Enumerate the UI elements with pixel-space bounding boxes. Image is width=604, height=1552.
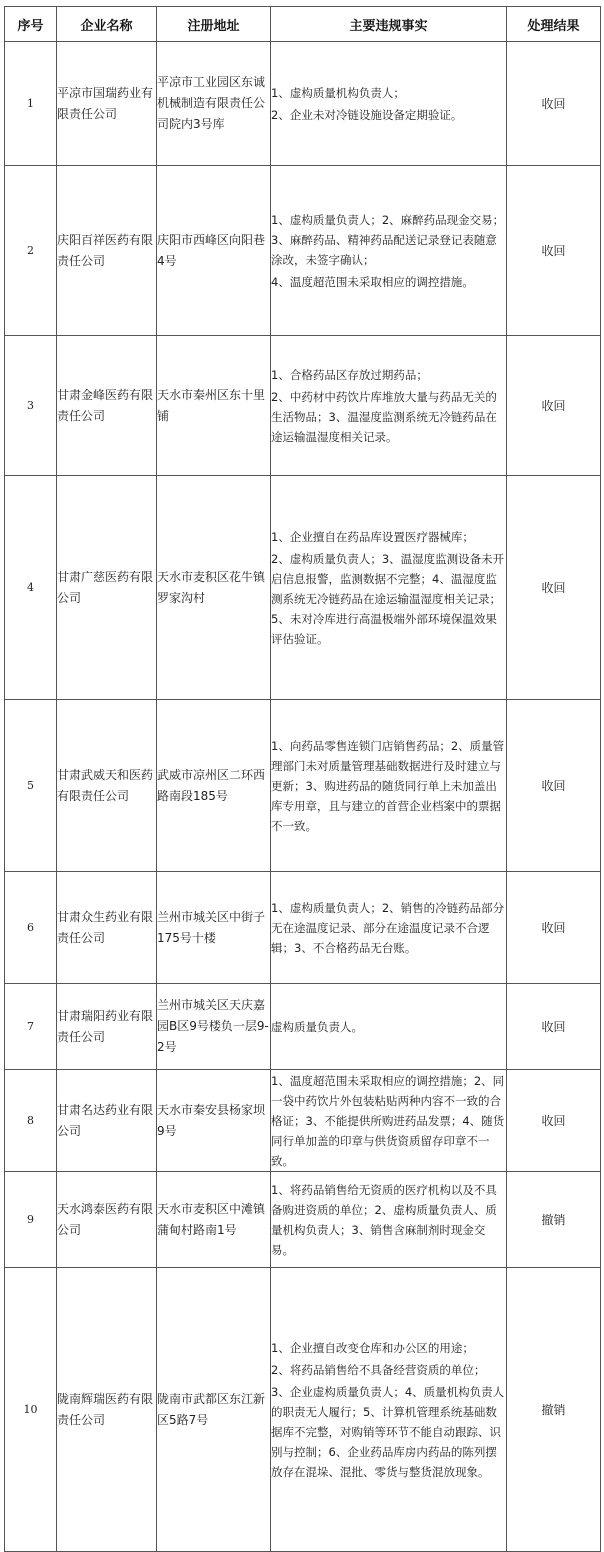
row-seq: 3 xyxy=(5,336,57,476)
table-row xyxy=(5,336,601,476)
header-facts: 主要违规事实 xyxy=(271,7,507,42)
row-address: 兰州市城关区天庆嘉园B区9号楼负一层9-2号 xyxy=(157,984,271,1070)
row-seq: 4 xyxy=(5,476,57,700)
fact-line: 1、虚构质量负责人；2、销售的冷链药品部分无在途温度记录、部分在途温度记录不合逻辑；3、不合格药品无台账。 xyxy=(271,900,505,955)
row-facts xyxy=(271,476,507,700)
table-row xyxy=(5,42,601,166)
table-row xyxy=(5,476,601,700)
header-company: 企业名称 xyxy=(57,7,157,42)
row-facts xyxy=(271,1268,507,1552)
fact-line: 1、将药品销售给无资质的医疗机构以及不具备购进资质的单位；2、虚构质量负责人、质量机构负责人；3、销售含麻制剂时现金交易。 xyxy=(271,1182,497,1257)
fact-line: 1、虚构质量负责人；2、麻醉药品现金交易；3、麻醉药品、精神药品配送记录登记表随意涂改，未签字确认； xyxy=(271,212,505,267)
row-result: 收回 xyxy=(507,42,601,166)
fact-line: 2、将药品销售给不具备经营资质的单位； xyxy=(271,1362,486,1377)
row-company: 甘肃广慈医药有限公司 xyxy=(57,476,157,700)
row-company: 甘肃瑞阳药业有限责任公司 xyxy=(57,984,157,1070)
row-address: 兰州市城关区中街子175号十楼 xyxy=(157,872,271,984)
row-result: 收回 xyxy=(507,476,601,700)
row-address: 天水市麦积区中滩镇蒲甸村路南1号 xyxy=(157,1172,271,1268)
violations-table xyxy=(4,6,601,1552)
row-facts xyxy=(271,872,507,984)
row-seq: 9 xyxy=(5,1172,57,1268)
row-facts xyxy=(271,42,507,166)
row-facts xyxy=(271,1070,507,1172)
row-seq: 10 xyxy=(5,1268,57,1552)
row-address: 天水市秦安县杨家坝9号 xyxy=(157,1070,271,1172)
row-company: 天水鸿泰医药有限公司 xyxy=(57,1172,157,1268)
row-result: 撤销 xyxy=(507,1268,601,1552)
row-facts xyxy=(271,984,507,1070)
table-row xyxy=(5,1070,601,1172)
fact-line: 1、向药品零售连锁门店销售药品；2、质量管理部门未对质量管理基础数据进行及时建立与更新；3、购进药品的随货同行单上未加盖出库专用章，且与建立的首营企业档案中的票据不一致。 xyxy=(271,738,505,833)
row-seq: 6 xyxy=(5,872,57,984)
row-facts xyxy=(271,1172,507,1268)
fact-line: 虚构质量负责人。 xyxy=(271,1019,363,1034)
row-seq: 5 xyxy=(5,700,57,872)
table-body xyxy=(5,42,601,1552)
table-row xyxy=(5,872,601,984)
table-row xyxy=(5,166,601,336)
row-address: 陇南市武都区东江新区5路7号 xyxy=(157,1268,271,1552)
row-company: 甘肃金峰医药有限责任公司 xyxy=(57,336,157,476)
row-company: 甘肃名达药业有限公司 xyxy=(57,1070,157,1172)
row-company: 甘肃武威天和医药有限责任公司 xyxy=(57,700,157,872)
row-result: 收回 xyxy=(507,700,601,872)
row-result: 收回 xyxy=(507,166,601,336)
header-result: 处理结果 xyxy=(507,7,601,42)
fact-line: 2、中药材中药饮片库堆放大量与药品无关的生活物品；3、温湿度监测系统无冷链药品在途运输温湿度相关记录。 xyxy=(271,389,497,444)
row-address: 平凉市工业园区东诚机械制造有限责任公司院内3号库 xyxy=(157,42,271,166)
row-seq: 1 xyxy=(5,42,57,166)
row-result: 收回 xyxy=(507,984,601,1070)
row-seq: 8 xyxy=(5,1070,57,1172)
fact-line: 3、企业虚构质量负责人；4、质量机构负责人的职责无人履行；5、计算机管理系统基础数据库不完整，对购销等环节不能自动跟踪、识别与控制；6、企业药品库房内药品的陈列摆放存在混垛、混批、零货与整货混放现象。 xyxy=(271,1384,505,1479)
row-seq: 2 xyxy=(5,166,57,336)
row-seq: 7 xyxy=(5,984,57,1070)
fact-line: 2、企业未对冷链设施设备定期验证。 xyxy=(271,107,463,122)
fact-line: 1、温度超范围未采取相应的调控措施；2、同一袋中药饮片外包装粘贴两种内容不一致的合格证；3、不能提供所购进药品发票；4、随货同行单加盖的印章与供货资质留存印章不一致。 xyxy=(271,1073,505,1168)
fact-line: 1、合格药品区存放过期药品； xyxy=(271,367,428,382)
row-facts xyxy=(271,166,507,336)
row-address: 武威市凉州区二环西路南段185号 xyxy=(157,700,271,872)
row-address: 庆阳市西峰区向阳巷4号 xyxy=(157,166,271,336)
fact-line: 1、企业擅自在药品库设置医疗器械库； xyxy=(271,529,474,544)
row-result: 收回 xyxy=(507,1070,601,1172)
fact-line: 1、虚构质量机构负责人； xyxy=(271,85,405,100)
row-result: 收回 xyxy=(507,336,601,476)
row-result: 撤销 xyxy=(507,1172,601,1268)
fact-line: 1、企业擅自改变仓库和办公区的用途； xyxy=(271,1340,474,1355)
table-row xyxy=(5,1172,601,1268)
table-header-row xyxy=(5,7,601,42)
fact-line: 4、温度超范围未采取相应的调控措施。 xyxy=(271,274,474,289)
row-company: 平凉市国瑞药业有限责任公司 xyxy=(57,42,157,166)
row-address: 天水市麦积区花牛镇罗家沟村 xyxy=(157,476,271,700)
table-row xyxy=(5,1268,601,1552)
row-facts xyxy=(271,336,507,476)
fact-line: 2、虚构质量负责人；3、温湿度监测设备未开启信息报警，监测数据不完整；4、温湿度监测系统无冷链药品在途运输温湿度相关记录；5、未对冷库进行高温极端外部环境保温效果评估验证。 xyxy=(271,551,505,646)
row-address: 天水市秦州区东十里铺 xyxy=(157,336,271,476)
row-result: 收回 xyxy=(507,872,601,984)
table-row xyxy=(5,984,601,1070)
row-company: 甘肃众生药业有限责任公司 xyxy=(57,872,157,984)
header-address: 注册地址 xyxy=(157,7,271,42)
row-facts xyxy=(271,700,507,872)
row-company: 陇南辉瑞医药有限责任公司 xyxy=(57,1268,157,1552)
header-seq: 序号 xyxy=(5,7,57,42)
row-company: 庆阳百祥医药有限责任公司 xyxy=(57,166,157,336)
table-row xyxy=(5,700,601,872)
